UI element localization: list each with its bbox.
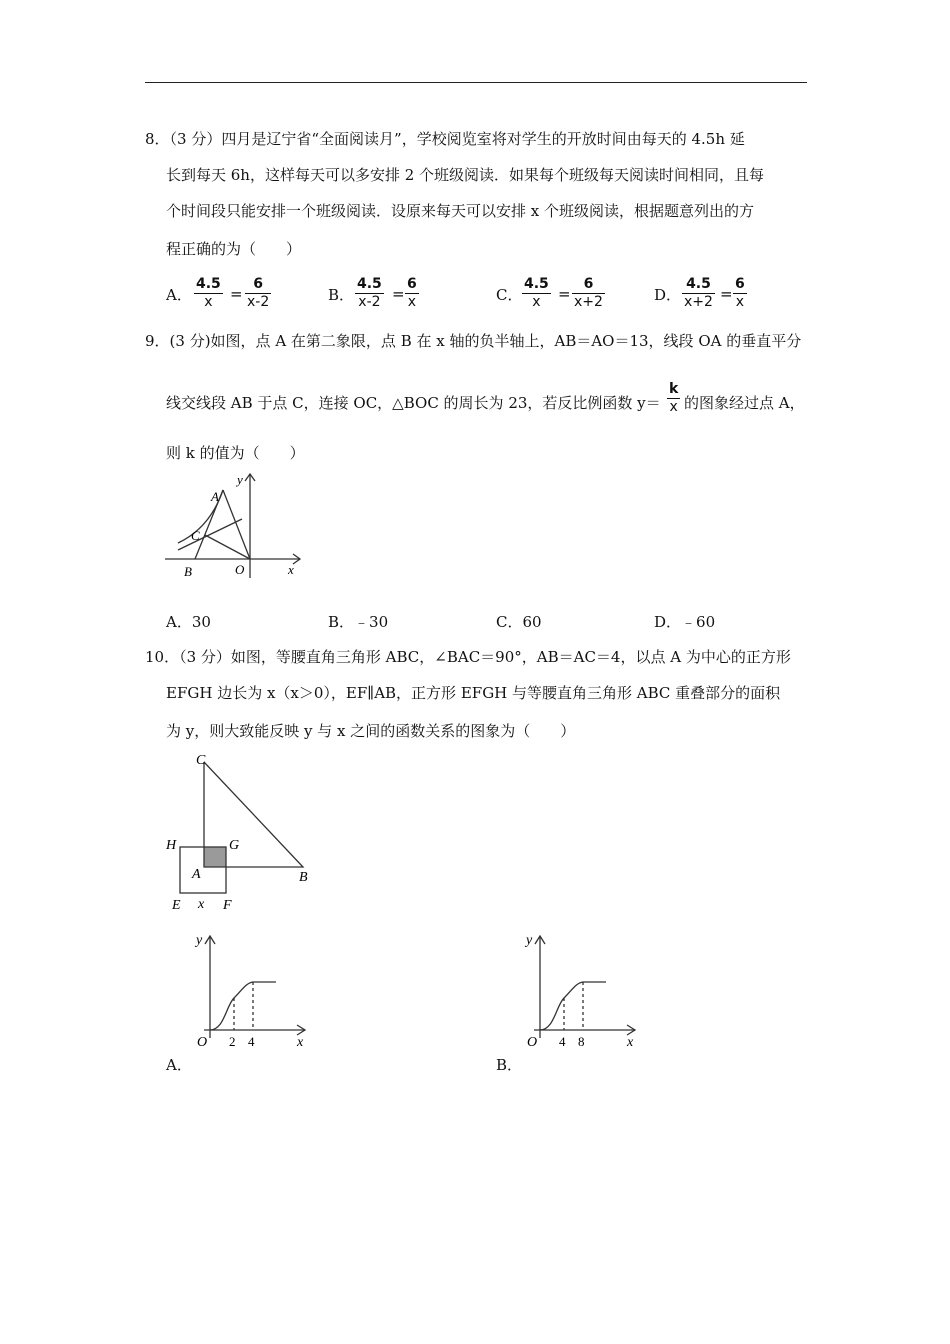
label-x: x bbox=[297, 1035, 304, 1050]
equals-sign: = bbox=[392, 285, 405, 303]
q10-line-3: 为 y，则大致能反映 y 与 x 之间的函数关系的图象为（ ） bbox=[166, 722, 576, 740]
q8-line-1: 8．（3 分）四月是辽宁省“全面阅读月”，学校阅览室将对学生的开放时间由每天的 4.5h 延 bbox=[145, 130, 745, 148]
label-h: H bbox=[166, 838, 177, 853]
fraction-left: 4.5 x bbox=[196, 276, 221, 310]
label-o: O bbox=[527, 1035, 538, 1050]
q9-option-c[interactable]: C．60 bbox=[496, 613, 542, 631]
q9-option-d[interactable]: D．﹣60 bbox=[654, 613, 716, 631]
q9-line-3: 则 k 的值为（ ） bbox=[166, 444, 305, 462]
label-e: E bbox=[172, 898, 181, 913]
fraction-left: 4.5 x-2 bbox=[357, 276, 382, 310]
q8-line-4: 程正确的为（ ） bbox=[166, 240, 302, 258]
label-c: C bbox=[196, 753, 206, 768]
option-letter: A． bbox=[166, 286, 192, 304]
label-x: x bbox=[627, 1035, 634, 1050]
q10-option-a-label[interactable]: A． bbox=[166, 1056, 192, 1074]
tick-label-1: 4 bbox=[559, 1034, 566, 1049]
q9-figure bbox=[160, 468, 310, 583]
option-letter: D． bbox=[654, 286, 682, 304]
q9-line-2b: 的图象经过点 A， bbox=[684, 394, 805, 412]
fraction-right: 6 x bbox=[407, 276, 417, 310]
q10-option-b-label[interactable]: B． bbox=[496, 1056, 523, 1074]
q10-figure bbox=[160, 746, 330, 916]
fraction-k-over-x: k x bbox=[669, 381, 679, 415]
q9-line-2a: 线交线段 AB 于点 C，连接 OC，△BOC 的周长为 23，若反比例函数 y＝ bbox=[166, 394, 661, 412]
fraction-left: 4.5 x bbox=[524, 276, 549, 310]
label-o: O bbox=[235, 562, 245, 577]
label-g: G bbox=[229, 838, 240, 853]
tick-label-1: 2 bbox=[229, 1034, 236, 1049]
segment-oc bbox=[205, 535, 250, 559]
label-f: F bbox=[223, 898, 232, 913]
equals-sign: = bbox=[230, 285, 243, 303]
fraction-right: 6 x bbox=[735, 276, 745, 310]
q10-graph-b[interactable] bbox=[520, 928, 645, 1053]
label-x: x bbox=[288, 562, 294, 577]
q8-line-2: 长到每天 6h，这样每天可以多安排 2 个班级阅读．如果每个班级每天阅读时间相同，且每 bbox=[166, 166, 765, 184]
label-x: x bbox=[198, 897, 205, 912]
q9-option-b[interactable]: B．﹣30 bbox=[328, 613, 389, 631]
function-curve bbox=[540, 982, 606, 1030]
label-b: B bbox=[299, 870, 308, 885]
q9-option-a[interactable]: A．30 bbox=[166, 613, 211, 631]
q10-line-1: 10．（3 分）如图，等腰直角三角形 ABC，∠BAC＝90°，AB＝AC＝4，以点 A 为中心的正方形 bbox=[145, 648, 791, 666]
overlap-region bbox=[204, 847, 226, 867]
label-c: C bbox=[191, 528, 200, 543]
header-rule bbox=[145, 82, 807, 83]
tick-label-2: 4 bbox=[248, 1034, 255, 1049]
label-y: y bbox=[526, 933, 533, 948]
label-y: y bbox=[196, 933, 203, 948]
fraction-right: 6 x-2 bbox=[247, 276, 270, 310]
label-a: A bbox=[192, 867, 201, 882]
q8-line-3: 个时间段只能安排一个班级阅读．设原来每天可以安排 x 个班级阅读，根据题意列出的方 bbox=[166, 202, 754, 220]
option-letter: B． bbox=[328, 286, 355, 304]
fraction-right: 6 x+2 bbox=[574, 276, 603, 310]
q10-line-2: EFGH 边长为 x（x＞0），EF∥AB，正方形 EFGH 与等腰直角三角形 ABC 重叠部分的面积 bbox=[166, 684, 781, 702]
tick-label-2: 8 bbox=[578, 1034, 585, 1049]
q10-graph-a[interactable] bbox=[190, 928, 315, 1053]
segment-ao bbox=[223, 490, 250, 559]
fraction-left: 4.5 x+2 bbox=[684, 276, 713, 310]
q9-line-1: 9．(3 分)如图，点 A 在第二象限，点 B 在 x 轴的负半轴上，AB＝AO＝13，线段 OA 的垂直平分 bbox=[145, 332, 802, 350]
function-curve bbox=[210, 982, 276, 1030]
equals-sign: = bbox=[720, 285, 733, 303]
option-letter: C． bbox=[496, 286, 523, 304]
label-y: y bbox=[237, 472, 243, 487]
label-o: O bbox=[197, 1035, 208, 1050]
label-b: B bbox=[184, 564, 192, 579]
label-a: A bbox=[211, 489, 219, 504]
equals-sign: = bbox=[558, 285, 571, 303]
